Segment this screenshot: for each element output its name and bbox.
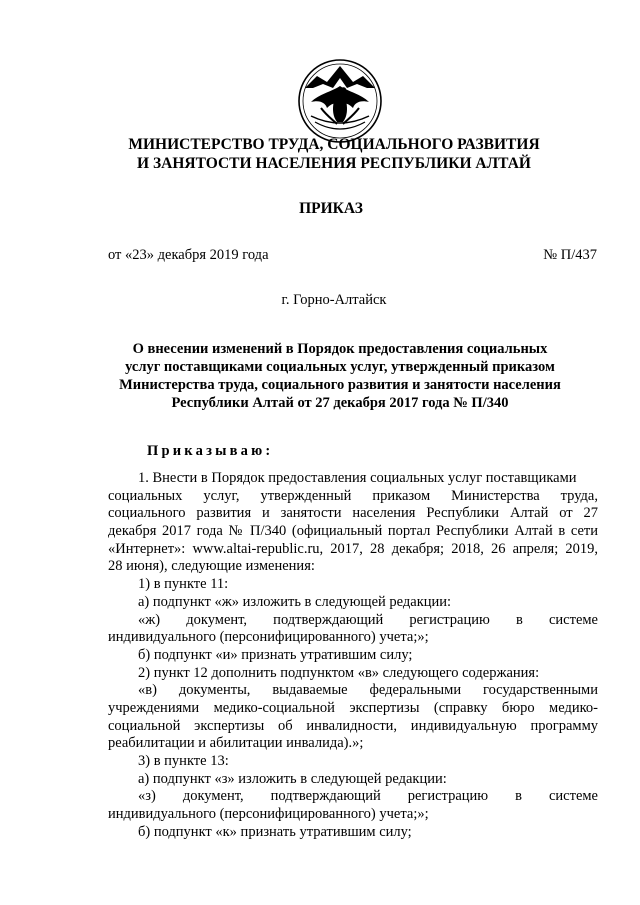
subject-line: Министерства труда, социального развития и занятости населения [119,377,561,393]
body-line: социального развития и занятости населения Республики Алтай от 27 [108,505,598,522]
body-line: социальных услуг, утвержденный приказом Министерства труда, [108,487,598,504]
subject-line: Республики Алтай от 27 декабря 2017 года № П/340 [171,395,509,411]
body-line: а) подпункт «з» изложить в следующей редакции: [138,770,447,787]
org-line-1: МИНИСТЕРСТВО ТРУДА, СОЦИАЛЬНОГО РАЗВИТИЯ [128,136,540,153]
body-line: индивидуального (персонифицированного) учета;»; [108,806,429,823]
body-line: б) подпункт «и» признать утратившим силу; [138,646,413,663]
body-line: б) подпункт «к» признать утратившим силу; [138,823,412,840]
body-line: 3) в пункте 13: [138,753,229,769]
subject-line: услуг поставщиками социальных услуг, утвержденный приказом [125,359,555,375]
body-line: учреждениями медико-социальной экспертизы (справку бюро медико- [108,699,598,716]
body-line: «з) документ, подтверждающий регистрацию в системе [138,788,598,805]
body-line: 1. Внести в Порядок предоставления социальных услуг поставщиками [138,470,577,486]
document-subject [90,340,590,412]
body-line: «в) документы, выдаваемые федеральными государственными [138,682,598,699]
org-line-2: И ЗАНЯТОСТИ НАСЕЛЕНИЯ РЕСПУБЛИКИ АЛТАЙ [137,155,531,172]
coat-of-arms-icon [297,58,383,144]
document-body [108,470,598,841]
document-city: г. Горно-Алтайск [281,292,387,308]
subject-line: О внесении изменений в Порядок предоставления социальных [132,341,548,357]
body-line: индивидуального (персонифицированного) учета;»; [108,629,429,646]
organization-name [0,135,640,173]
body-line: декабря 2017 года № П/340 (официальный портал Республики Алтай в сети [108,523,598,540]
body-line: 2) пункт 12 дополнить подпунктом «в» следующего содержания: [138,664,540,681]
body-line: социальной экспертизы об инвалидности, индивидуальную программу [108,717,598,734]
document-date: от «23» декабря 2019 года [108,247,269,263]
order-word: Приказываю: [147,443,274,459]
body-line: а) подпункт «ж» изложить в следующей редакции: [138,593,452,610]
document-type: ПРИКАЗ [299,200,363,217]
body-line: «ж) документ, подтверждающий регистрацию в системе [138,611,598,628]
body-line: «Интернет»: www.altai-republic.ru, 2017, 28 декабря; 2018, 26 апреля; 2019, [108,540,598,557]
body-line: 28 июня), следующие изменения: [108,558,315,575]
document-number: № П/437 [543,247,597,263]
body-line: 1) в пункте 11: [138,576,229,593]
body-line: реабилитации и абилитации инвалида).»; [108,735,364,752]
